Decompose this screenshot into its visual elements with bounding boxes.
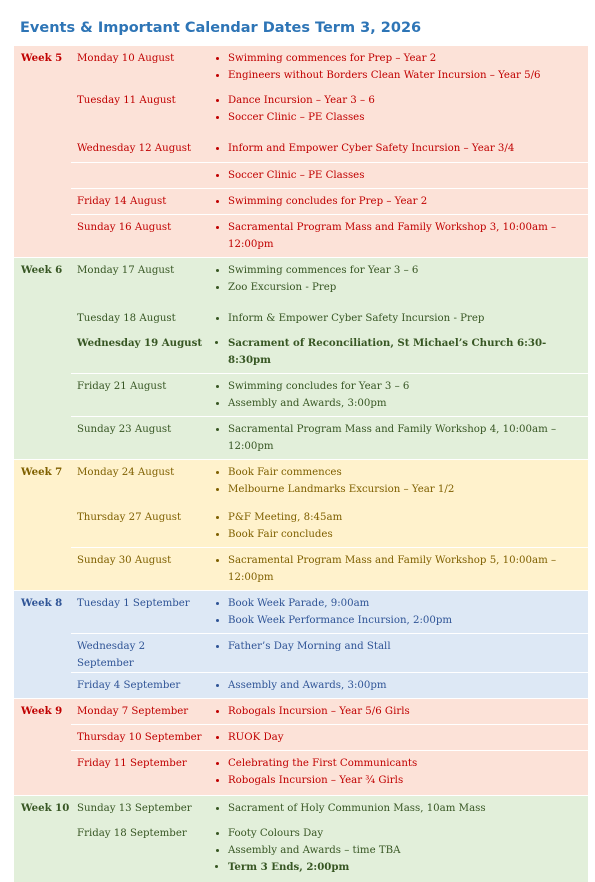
events-cell	[205, 821, 588, 882]
week-label: Week 8	[14, 590, 71, 698]
list-item: • Inform and Empower Cyber Safety Incursion – Year 3/4	[228, 140, 588, 157]
events-cell	[205, 373, 588, 416]
list-item: • Engineers without Borders Clean Water Incursion – Year 5/6	[228, 67, 588, 84]
list-item: • Swimming concludes for Year 3 – 6	[228, 378, 588, 395]
week-label: Week 6	[14, 257, 71, 459]
table-row	[14, 821, 588, 882]
list-item: • P&F Meeting, 8:45am	[228, 509, 588, 526]
list-item: • Sacramental Program Mass and Family Workshop 4, 10:00am – 12:00pm	[228, 421, 588, 455]
date-cell: Friday 18 September	[71, 821, 205, 882]
list-item: • Book Week Performance Incursion, 2:00pm	[228, 612, 588, 629]
date-cell: Sunday 16 August	[71, 214, 205, 257]
table-row	[14, 672, 588, 698]
date-cell: Thursday 10 September	[71, 724, 205, 750]
date-cell: Sunday 13 September	[71, 795, 205, 821]
calendar-table	[14, 46, 588, 882]
list-item: • Sacramental Program Mass and Family Workshop 5, 10:00am – 12:00pm	[228, 552, 588, 586]
table-row	[14, 750, 588, 795]
table-row	[14, 547, 588, 590]
date-cell: Friday 4 September	[71, 672, 205, 698]
list-item: • Dance Incursion – Year 3 – 6	[228, 92, 588, 109]
events-cell	[205, 505, 588, 547]
list-item: • Soccer Clinic – PE Classes	[228, 167, 588, 184]
table-row	[14, 214, 588, 257]
list-item: • Zoo Excursion - Prep	[228, 279, 588, 296]
table-row	[14, 306, 588, 331]
date-cell: Monday 24 August	[71, 459, 205, 505]
list-item: • Sacrament of Reconciliation, St Michael’s Church 6:30-8:30pm	[228, 335, 588, 369]
date-cell: Tuesday 11 August	[71, 88, 205, 136]
events-cell	[205, 724, 588, 750]
table-row	[14, 257, 588, 306]
list-item: • Swimming commences for Year 3 – 6	[228, 262, 588, 279]
list-item: • Melbourne Landmarks Excursion – Year 1/2	[228, 481, 588, 498]
table-row	[14, 505, 588, 547]
week-6-section	[14, 257, 588, 459]
list-item: • Sacramental Program Mass and Family Workshop 3, 10:00am – 12:00pm	[228, 219, 588, 253]
table-row	[14, 590, 588, 633]
week-5-section	[14, 46, 588, 257]
date-cell: Monday 7 September	[71, 698, 205, 724]
events-cell	[205, 633, 588, 672]
date-cell: Monday 17 August	[71, 257, 205, 306]
date-cell: Thursday 27 August	[71, 505, 205, 547]
table-row	[14, 416, 588, 459]
list-item: • Inform & Empower Cyber Safety Incursion - Prep	[228, 310, 588, 327]
date-cell: Tuesday 18 August	[71, 306, 205, 331]
date-cell: Friday 14 August	[71, 188, 205, 214]
events-cell	[205, 46, 588, 88]
list-item: • Book Fair concludes	[228, 526, 588, 543]
date-cell: Wednesday 2 September	[71, 633, 205, 672]
events-cell	[205, 306, 588, 331]
week-7-section	[14, 459, 588, 590]
table-row	[14, 724, 588, 750]
list-item: • Term 3 Ends, 2:00pm	[228, 859, 588, 876]
list-item: • Father’s Day Morning and Stall	[228, 638, 588, 655]
table-row	[14, 633, 588, 672]
list-item: • Soccer Clinic – PE Classes	[228, 109, 588, 126]
table-row	[14, 188, 588, 214]
date-cell: Sunday 23 August	[71, 416, 205, 459]
list-item: • Swimming commences for Prep – Year 2	[228, 50, 588, 67]
date-cell: Monday 10 August	[71, 46, 205, 88]
events-cell	[205, 416, 588, 459]
date-cell: Tuesday 1 September	[71, 590, 205, 633]
list-item: • Assembly and Awards, 3:00pm	[228, 395, 588, 412]
events-cell	[205, 698, 588, 724]
table-row	[14, 46, 588, 88]
table-row	[14, 331, 588, 373]
week-label: Week 10	[14, 795, 71, 882]
list-item: • Sacrament of Holy Communion Mass, 10am Mass	[228, 800, 588, 817]
list-item: • Book Week Parade, 9:00am	[228, 595, 588, 612]
events-cell	[205, 590, 588, 633]
events-cell	[205, 672, 588, 698]
page-title: Events & Important Calendar Dates Term 3, 2026	[20, 20, 422, 36]
events-cell	[205, 257, 588, 306]
week-8-section	[14, 590, 588, 698]
week-label: Week 5	[14, 46, 71, 257]
date-cell	[71, 162, 205, 188]
table-row	[14, 459, 588, 505]
events-cell	[205, 459, 588, 505]
events-cell	[205, 331, 588, 373]
list-item: • Celebrating the First Communicants	[228, 755, 588, 772]
table-row	[14, 698, 588, 724]
date-cell: Friday 11 September	[71, 750, 205, 795]
list-item: • Assembly and Awards – time TBA	[228, 842, 588, 859]
events-cell	[205, 136, 588, 162]
list-item: • RUOK Day	[228, 729, 588, 746]
week-label: Week 7	[14, 459, 71, 590]
table-row	[14, 795, 588, 821]
list-item: • Swimming concludes for Prep – Year 2	[228, 193, 588, 210]
events-cell	[205, 750, 588, 795]
table-row	[14, 162, 588, 188]
week-9-section	[14, 698, 588, 795]
events-cell	[205, 214, 588, 257]
list-item: • Robogals Incursion – Year 5/6 Girls	[228, 703, 588, 720]
list-item: • Assembly and Awards, 3:00pm	[228, 677, 588, 694]
events-cell	[205, 188, 588, 214]
events-cell	[205, 162, 588, 188]
events-cell	[205, 795, 588, 821]
list-item: • Book Fair commences	[228, 464, 588, 481]
list-item: • Footy Colours Day	[228, 825, 588, 842]
date-cell: Wednesday 12 August	[71, 136, 205, 162]
date-cell: Friday 21 August	[71, 373, 205, 416]
table-row	[14, 136, 588, 162]
date-cell: Sunday 30 August	[71, 547, 205, 590]
events-cell	[205, 547, 588, 590]
events-cell	[205, 88, 588, 136]
table-row	[14, 88, 588, 136]
week-label: Week 9	[14, 698, 71, 795]
week-10-section	[14, 795, 588, 882]
date-cell: Wednesday 19 August	[71, 331, 205, 373]
list-item: • Robogals Incursion – Year ¾ Girls	[228, 772, 588, 789]
table-row	[14, 373, 588, 416]
